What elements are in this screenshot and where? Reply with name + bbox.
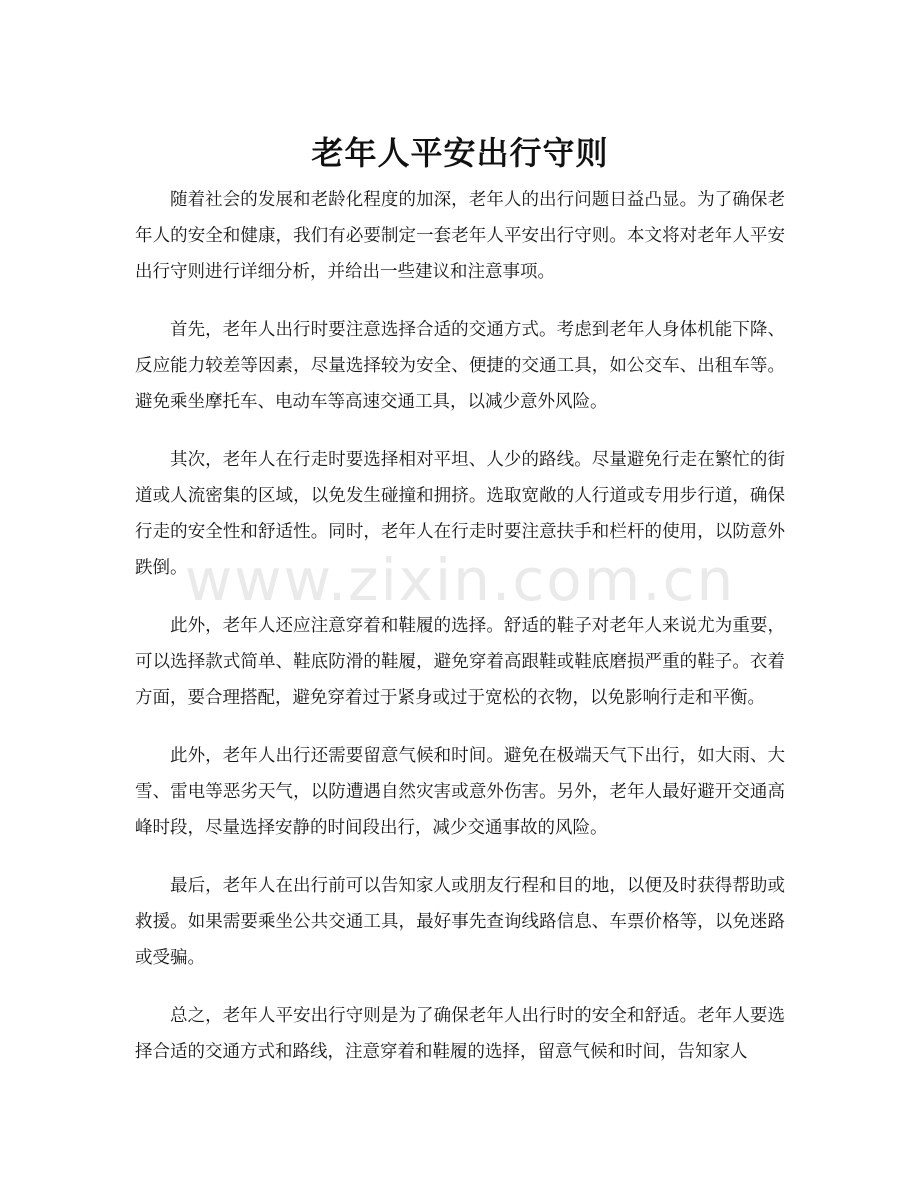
- paragraph-3: 其次，老年人在行走时要选择相对平坦、人少的路线。尽量避免行走在繁忙的街道或人流密集的区域，以免发生碰撞和拥挤。选取宽敞的人行道或专用步行道，确保行走的安全性和舒适性。同时，老年人在行走时要注意扶手和栏杆的使用，以防意外跌倒。: [135, 450, 785, 578]
- paragraph-6: 最后，老年人在出行前可以告知家人或朋友行程和目的地，以便及时获得帮助或救援。如果需要乘坐公共交通工具，最好事先查询线路信息、车票价格等，以免迷路或受骗。: [135, 876, 785, 968]
- document-body: [135, 182, 785, 1092]
- paragraph-2: 首先，老年人出行时要注意选择合适的交通方式。考虑到老年人身体机能下降、反应能力较差等因素，尽量选择较为安全、便捷的交通工具，如公交车、出租车等。避免乘坐摩托车、电动车等高速交通工具，以减少意外风险。: [135, 320, 785, 412]
- paragraph-1: 随着社会的发展和老龄化程度的加深，老年人的出行问题日益凸显。为了确保老年人的安全和健康，我们有必要制定一套老年人平安出行守则。本文将对老年人平安出行守则进行详细分析，并给出一些建议和注意事项。: [135, 190, 785, 282]
- paragraph-5: 此外，老年人出行还需要留意气候和时间。避免在极端天气下出行，如大雨、大雪、雷电等恶劣天气，以防遭遇自然灾害或意外伤害。另外，老年人最好避开交通高峰时段，尽量选择安静的时间段出行，减少交通事故的风险。: [135, 746, 785, 838]
- paragraph-7: 总之，老年人平安出行守则是为了确保老年人出行时的安全和舒适。老年人要选择合适的交通方式和路线，注意穿着和鞋履的选择，留意气候和时间，告知家人: [135, 1006, 785, 1062]
- watermark: www.zixin.com.cn: [184, 546, 736, 614]
- document-title: 老年人平安出行守则: [311, 134, 609, 173]
- paragraph-4: 此外，老年人还应注意穿着和鞋履的选择。舒适的鞋子对老年人来说尤为重要，可以选择款式简单、鞋底防滑的鞋履，避免穿着高跟鞋或鞋底磨损严重的鞋子。衣着方面，要合理搭配，避免穿着过于紧身或过于宽松的衣物，以免影响行走和平衡。: [135, 616, 785, 708]
